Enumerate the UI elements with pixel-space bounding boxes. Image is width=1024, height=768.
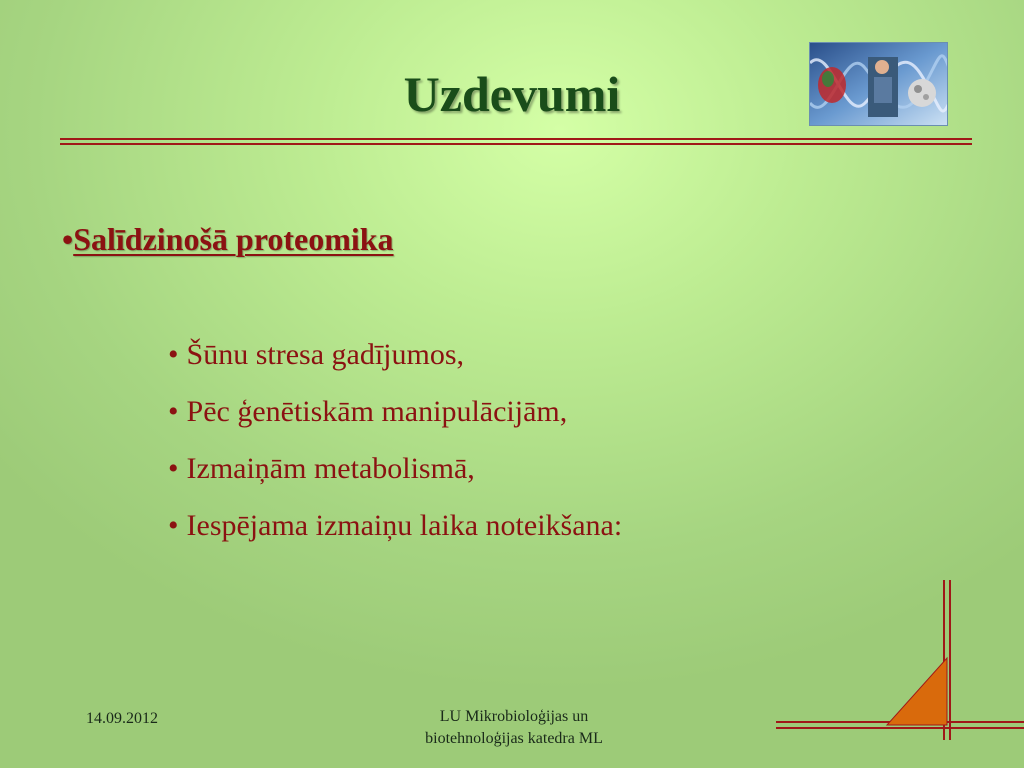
slide-title: Uzdevumi: [403, 66, 621, 122]
footer-date: 14.09.2012: [86, 710, 158, 727]
heading-bullet: •: [62, 221, 74, 257]
list-item-text: Iespējama izmaiņu laika noteikšana:: [186, 509, 623, 542]
bullet-dot: •: [168, 509, 179, 542]
bullet-dot: •: [168, 395, 179, 428]
bullet-dot: •: [168, 452, 179, 485]
list-item-text: Izmaiņām metabolismā,: [186, 452, 475, 485]
list-item-text: Šūnu stresa gadījumos,: [186, 338, 465, 371]
footer-organization: [380, 706, 648, 750]
orange-triangle-icon: [887, 658, 947, 725]
heading-text: Salīdzinošā proteomika: [73, 221, 394, 257]
bullet-dot: •: [168, 338, 179, 371]
list-item-text: Pēc ģenētiskām manipulācijām,: [186, 395, 568, 428]
footer-org-line2: biotehnoloģijas katedra ML: [425, 730, 603, 747]
footer-org-line1: LU Mikrobioloģijas un: [439, 708, 589, 725]
